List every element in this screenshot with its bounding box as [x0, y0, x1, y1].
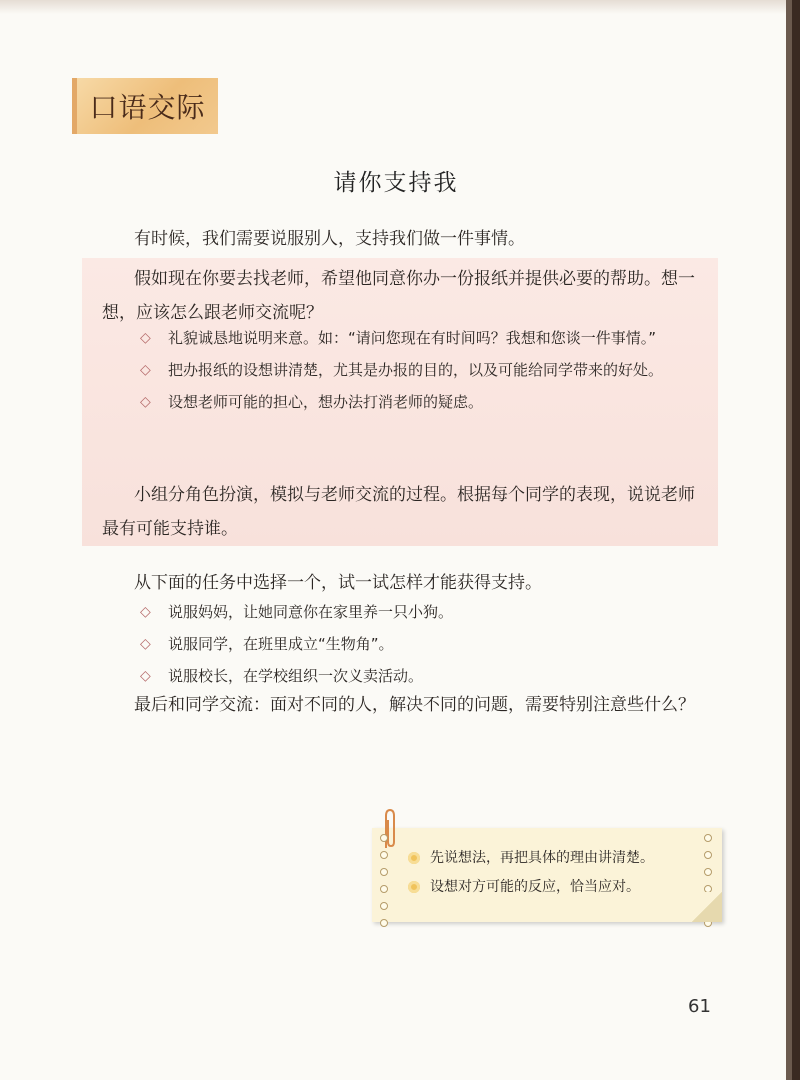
diamond-icon: ◇: [140, 668, 151, 684]
list-item-text: 礼貌诚恳地说明来意。如：“请问您现在有时间吗？我想和您谈一件事情。”: [168, 329, 657, 347]
tip-text: 设想对方可能的反应，恰当应对。: [430, 879, 640, 895]
list-item-text: 说服同学，在班里成立“生物角”。: [168, 635, 394, 653]
diamond-icon: ◇: [140, 394, 151, 410]
closing-paragraph: 最后和同学交流：面对不同的人，解决不同的问题，需要特别注意些什么？: [134, 695, 695, 715]
list-item: [138, 354, 698, 386]
list-item: [138, 628, 698, 660]
tip-text: 先说想法，再把具体的理由讲清楚。: [430, 850, 654, 866]
activity-paragraph-1: 假如现在你要去找老师，希望他同意你办一份报纸并提供必要的帮助。想一想，应该怎么跟老师交流呢？: [102, 269, 695, 323]
tip-item: [408, 844, 708, 873]
bullet-dot-icon: [408, 852, 420, 864]
list-item-text: 设想老师可能的担心，想办法打消老师的疑虑。: [168, 393, 484, 411]
task-intro: 从下面的任务中选择一个，试一试怎样才能获得支持。: [134, 573, 542, 593]
tip-list: [408, 844, 708, 902]
section-tag-label: 口语交际: [89, 91, 206, 124]
activity-paragraph-2: 小组分角色扮演，模拟与老师交流的过程。根据每个同学的表现，说说老师最有可能支持谁。: [102, 485, 695, 539]
list-item: [138, 596, 698, 628]
page-number: 61: [688, 996, 711, 1017]
section-tag: [72, 78, 218, 134]
list-item: [138, 322, 698, 354]
tip-note: [372, 828, 722, 922]
intro-paragraph: 有时候，我们需要说服别人，支持我们做一件事情。: [134, 229, 525, 249]
list-item-text: 说服校长，在学校组织一次义卖活动。: [168, 667, 424, 685]
diamond-icon: ◇: [140, 636, 151, 652]
binder-holes-left: [380, 834, 390, 918]
activity-bullets: [138, 322, 698, 418]
page-title: 请你支持我: [333, 170, 459, 196]
list-item-text: 把办报纸的设想讲清楚，尤其是办报的目的，以及可能给同学带来的好处。: [168, 361, 664, 379]
list-item-text: 说服妈妈，让她同意你在家里养一只小狗。: [168, 603, 454, 621]
diamond-icon: ◇: [140, 604, 151, 620]
diamond-icon: ◇: [140, 330, 151, 346]
list-item: [138, 386, 698, 418]
page-curl: [692, 892, 722, 922]
diamond-icon: ◇: [140, 362, 151, 378]
tip-item: [408, 873, 708, 902]
task-list: [138, 596, 698, 692]
bullet-dot-icon: [408, 881, 420, 893]
page-top-edge: [0, 0, 792, 14]
